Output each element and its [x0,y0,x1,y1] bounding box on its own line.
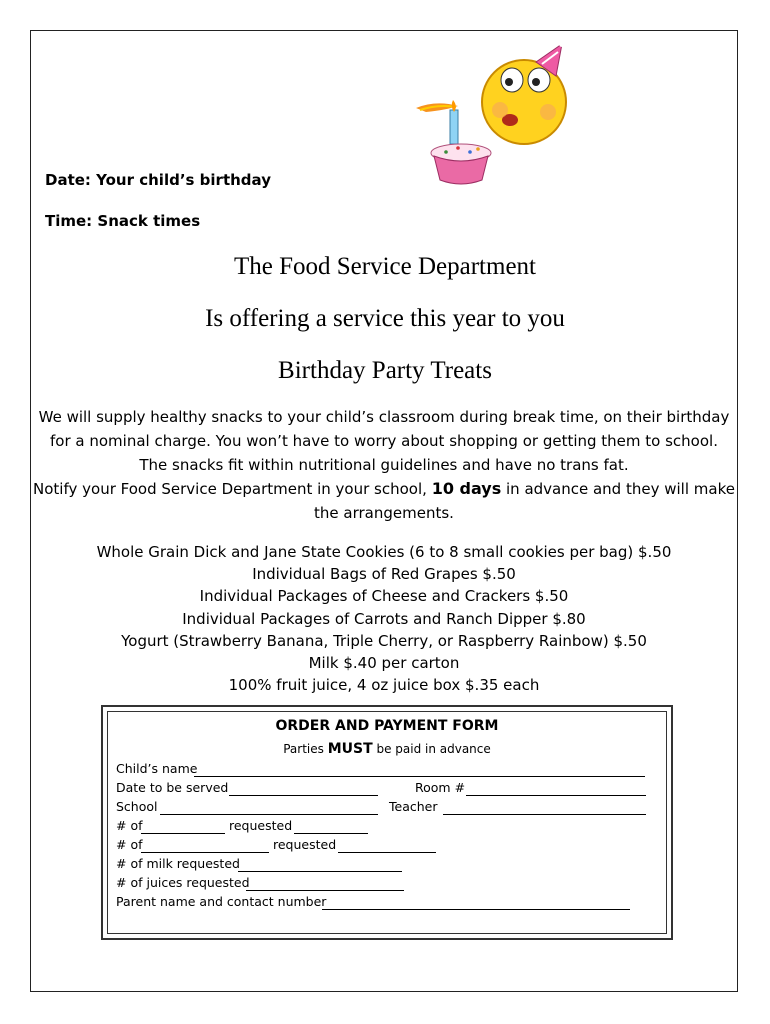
event-date: Date: Your child’s birthday [45,171,271,189]
menu-item: Whole Grain Dick and Jane State Cookies (6 to 8 small cookies per bag) $.50 [96,543,672,561]
notice-days: 10 days [431,479,502,498]
requested-field-1[interactable] [294,833,368,834]
intro-paragraph [30,405,738,525]
intro-line: We will supply healthy snacks to your child’s classroom during break time, on their birthday [38,408,730,426]
requested-label: requested [273,837,337,852]
menu-item: Milk $.40 per carton [308,654,460,673]
milk-requested-label: # of milk requested [116,856,240,871]
date-served-label: Date to be served [116,780,229,795]
room-field[interactable] [466,795,646,796]
item-name-field-2[interactable] [141,852,269,853]
room-label: Room # [415,780,466,795]
heading-department: The Food Service Department [234,253,536,280]
parent-contact-field[interactable] [322,909,630,910]
cake-icon [431,100,491,184]
childs-name-field[interactable] [194,776,645,777]
menu-list [30,541,738,696]
item-count-label: # of [116,818,143,833]
parent-contact-label: Parent name and contact number [116,894,327,909]
juices-requested-field[interactable] [246,890,404,891]
item-count-label: # of [116,837,143,852]
menu-item: 100% fruit juice, 4 oz juice box $.35 each [228,676,540,695]
menu-item: Individual Packages of Carrots and Ranch Dipper $.80 [182,609,586,628]
event-time: Time: Snack times [45,212,201,230]
milk-requested-field[interactable] [238,871,402,872]
requested-field-2[interactable] [338,852,436,853]
childs-name-label: Child’s name [116,761,198,776]
menu-item: Individual Bags of Red Grapes $.50 [252,565,516,584]
heading-treats: Birthday Party Treats [278,357,492,384]
form-title: ORDER AND PAYMENT FORM [275,718,499,734]
intro-line: Notify your Food Service Department in your school, 10 days in advance and they will make [33,479,735,498]
form-subtitle: Parties MUST be paid in advance [283,741,491,757]
intro-line: for a nominal charge. You won’t have to worry about shopping or getting them to school. [50,432,718,450]
intro-line: The snacks fit within nutritional guidelines and have no trans fat. [139,456,629,474]
menu-item: Individual Packages of Cheese and Crackers $.50 [199,587,569,606]
teacher-field[interactable] [443,814,646,815]
birthday-emoji-illustration [406,40,586,190]
menu-item: Yogurt (Strawberry Banana, Triple Cherry, or Raspberry Rainbow) $.50 [121,631,647,650]
school-field[interactable] [160,814,378,815]
item-name-field-1[interactable] [141,833,225,834]
juices-requested-label: # of juices requested [116,875,250,890]
heading-offering: Is offering a service this year to you [205,305,565,332]
teacher-label: Teacher [389,799,438,814]
school-label: School [116,799,158,814]
intro-line: the arrangements. [314,504,454,522]
date-served-field[interactable] [229,795,378,796]
requested-label: requested [229,818,293,833]
